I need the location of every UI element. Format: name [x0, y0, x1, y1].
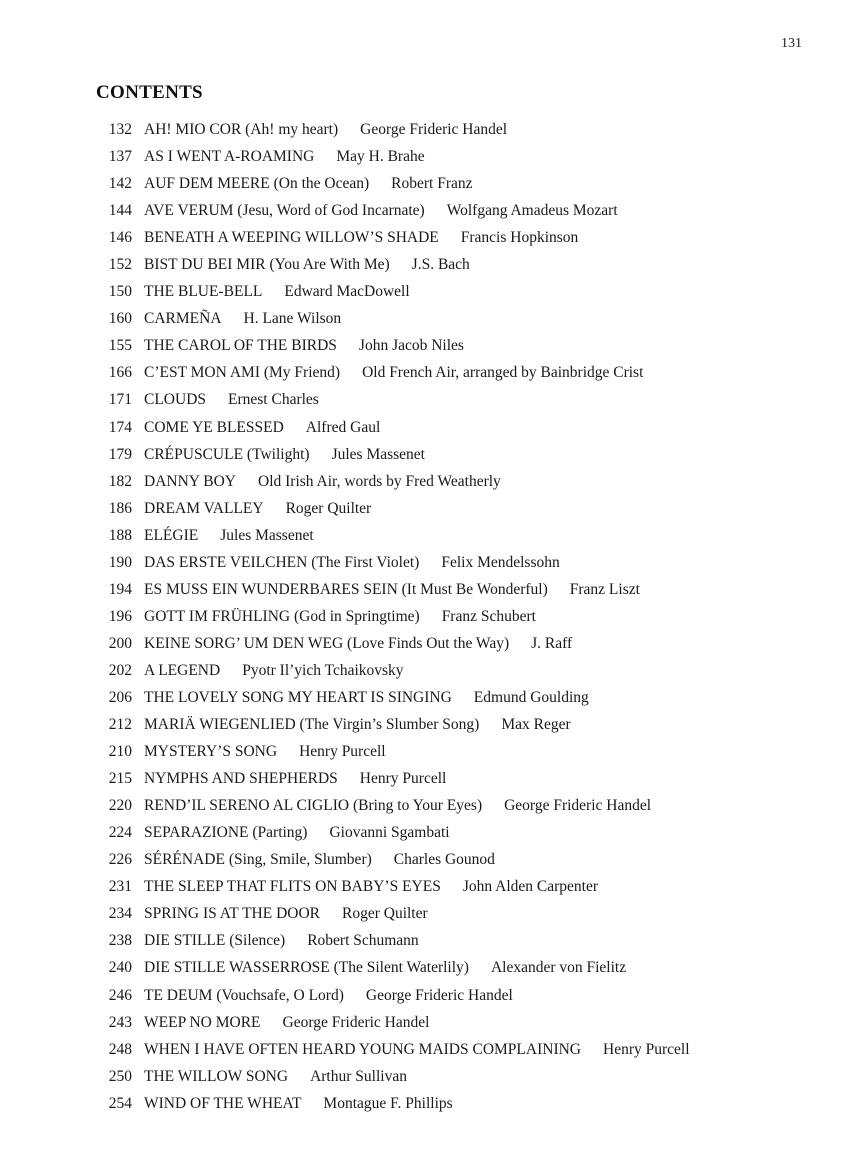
entry-title: NYMPHS AND SHEPHERDS: [144, 770, 338, 788]
entry-page-number: 202: [108, 661, 132, 679]
entry-composer: Wolfgang Amadeus Mozart: [446, 202, 618, 220]
entry-title: BENEATH A WEEPING WILLOW’S SHADE: [144, 229, 439, 247]
entry-composer: Charles Gounod: [393, 851, 495, 869]
entry-composer: Pyotr Il’yich Tchaikovsky: [242, 661, 404, 679]
entry-title: MARIÄ WIEGENLIED (The Virgin’s Slumber Song): [144, 716, 480, 734]
contents-entry: [96, 819, 836, 846]
entry-title: THE WILLOW SONG: [144, 1067, 289, 1085]
contents-entry: [96, 170, 836, 197]
entry-page-number: 196: [108, 607, 132, 625]
contents-entry: [96, 1090, 836, 1117]
entry-page-number: 250: [108, 1067, 132, 1085]
entry-title: MYSTERY’S SONG: [144, 743, 278, 761]
contents-entry: [96, 982, 836, 1009]
entry-composer: Jules Massenet: [220, 526, 314, 544]
entry-composer: Roger Quilter: [342, 905, 428, 923]
contents-entry: [96, 116, 836, 143]
entry-title: CLOUDS: [144, 391, 207, 409]
contents-entry: [96, 1009, 836, 1036]
entry-composer: Henry Purcell: [299, 743, 386, 761]
entry-page-number: 212: [108, 716, 132, 734]
entry-title: SEPARAZIONE (Parting): [144, 824, 308, 842]
entry-page-number: 210: [108, 743, 132, 761]
entry-page-number: 254: [108, 1094, 132, 1112]
entry-title: KEINE SORG’ UM DEN WEG (Love Finds Out the Way): [144, 634, 510, 652]
entry-composer: Henry Purcell: [359, 770, 447, 788]
entry-page-number: 188: [108, 526, 132, 544]
page-number: 131: [781, 36, 802, 51]
entry-page-number: 155: [108, 337, 132, 355]
entry-composer: Old French Air, arranged by Bainbridge Crist: [362, 364, 644, 382]
contents-entry: [96, 251, 836, 278]
entry-page-number: 132: [108, 121, 132, 138]
entry-composer: Jules Massenet: [331, 445, 425, 463]
entry-title: DREAM VALLEY: [144, 499, 264, 517]
contents-entry: [96, 1036, 836, 1063]
entry-composer: Ernest Charles: [228, 391, 319, 409]
contents-entry: [96, 684, 836, 711]
contents-entry: [96, 278, 836, 305]
entry-page-number: 179: [108, 445, 132, 463]
entry-page-number: 234: [108, 905, 132, 923]
contents-entry: [96, 846, 836, 873]
entry-title: SPRING IS AT THE DOOR: [144, 905, 320, 923]
contents-entry: [96, 468, 836, 495]
entry-page-number: 215: [108, 770, 132, 788]
contents-entry: [96, 359, 836, 386]
entry-title: ES MUSS EIN WUNDERBARES SEIN (It Must Be Wonderful): [144, 580, 548, 598]
contents-heading: CONTENTS: [96, 82, 203, 103]
entry-composer: Henry Purcell: [603, 1040, 690, 1058]
contents-entry: [96, 495, 836, 522]
entry-composer: Roger Quilter: [285, 499, 372, 517]
entry-page-number: 150: [108, 283, 132, 301]
contents-entry: [96, 441, 836, 468]
contents-entry: [96, 711, 836, 738]
entry-page-number: 142: [108, 175, 132, 193]
contents-entry: [96, 522, 836, 549]
entry-composer: George Frideric Handel: [504, 797, 652, 815]
entry-composer: Old Irish Air, words by Fred Weatherly: [258, 472, 501, 490]
entry-title: DAS ERSTE VEILCHEN (The First Violet): [144, 553, 420, 571]
entry-composer: Montague F. Phillips: [323, 1094, 453, 1112]
entry-page-number: 186: [108, 499, 132, 517]
entry-page-number: 248: [108, 1040, 132, 1058]
entry-page-number: 206: [108, 688, 132, 706]
entry-composer: John Jacob Niles: [358, 337, 464, 355]
entry-title: CRÉPUSCULE (Twilight): [144, 445, 310, 463]
entry-title: REND’IL SERENO AL CIGLIO (Bring to Your Eyes): [144, 797, 483, 815]
contents-entry: [96, 332, 836, 359]
contents-entry: [96, 414, 836, 441]
entry-page-number: 190: [108, 553, 132, 571]
entry-page-number: 200: [108, 634, 132, 652]
entry-page-number: 137: [108, 148, 132, 166]
entry-title: WIND OF THE WHEAT: [144, 1094, 302, 1112]
entry-title: THE CAROL OF THE BIRDS: [144, 337, 337, 355]
entry-title: THE SLEEP THAT FLITS ON BABY’S EYES: [144, 878, 441, 896]
contents-entry: [96, 386, 836, 413]
entry-composer: Arthur Sullivan: [310, 1067, 407, 1085]
contents-entry: [96, 792, 836, 819]
contents-entry: [96, 873, 836, 900]
contents-entry: [96, 143, 836, 170]
contents-entry: [96, 224, 836, 251]
entry-title: A LEGEND: [144, 661, 221, 679]
entry-page-number: 224: [108, 824, 132, 842]
entry-page-number: 144: [108, 202, 132, 220]
contents-entry: [96, 576, 836, 603]
entry-composer: Franz Schubert: [441, 607, 536, 625]
entry-composer: Robert Franz: [391, 175, 473, 193]
contents-entry: [96, 738, 836, 765]
entry-title: AUF DEM MEERE (On the Ocean): [144, 175, 370, 193]
entry-composer: May H. Brahe: [336, 148, 425, 166]
entry-page-number: 174: [108, 418, 132, 436]
entry-title: C’EST MON AMI (My Friend): [144, 364, 341, 382]
contents-entry: [96, 900, 836, 927]
entry-title: COME YE BLESSED: [144, 418, 284, 436]
entry-page-number: 146: [108, 229, 132, 247]
entry-composer: John Alden Carpenter: [462, 878, 598, 896]
contents-list: [96, 116, 836, 1117]
entry-title: CARMEÑA: [144, 310, 222, 328]
entry-composer: Felix Mendelssohn: [441, 553, 560, 571]
contents-entry: [96, 603, 836, 630]
entry-composer: J. Raff: [531, 634, 573, 652]
contents-entry: [96, 197, 836, 224]
entry-composer: Alexander von Fielitz: [490, 959, 627, 977]
entry-page-number: 171: [108, 391, 132, 409]
entry-title: THE BLUE-BELL: [144, 283, 263, 301]
entry-page-number: 194: [108, 580, 132, 598]
contents-entry: [96, 657, 836, 684]
entry-page-number: 152: [108, 256, 132, 274]
entry-title: AH! MIO COR (Ah! my heart): [144, 121, 339, 138]
entry-page-number: 166: [108, 364, 132, 382]
entry-title: DANNY BOY: [144, 472, 236, 490]
entry-title: WHEN I HAVE OFTEN HEARD YOUNG MAIDS COMPLAINING: [144, 1040, 581, 1058]
entry-composer: Franz Liszt: [569, 580, 640, 598]
entry-page-number: 220: [108, 797, 132, 815]
entry-page-number: 226: [108, 851, 132, 869]
entry-title: THE LOVELY SONG MY HEART IS SINGING: [144, 688, 452, 706]
entry-title: DIE STILLE (Silence): [144, 932, 286, 950]
entry-composer: Max Reger: [501, 716, 571, 734]
contents-entry: [96, 305, 836, 332]
entry-composer: J.S. Bach: [411, 256, 470, 274]
entry-title: WEEP NO MORE: [144, 1013, 261, 1031]
entry-composer: Francis Hopkinson: [460, 229, 579, 247]
entry-title: ELÉGIE: [144, 526, 199, 544]
contents-entry: [96, 630, 836, 657]
entry-composer: George Frideric Handel: [360, 121, 508, 138]
entry-composer: George Frideric Handel: [365, 986, 513, 1004]
entry-page-number: 231: [108, 878, 132, 896]
contents-entry: [96, 1063, 836, 1090]
contents-entry: [96, 765, 836, 792]
entry-title: TE DEUM (Vouchsafe, O Lord): [144, 986, 344, 1004]
entry-title: AVE VERUM (Jesu, Word of God Incarnate): [144, 202, 425, 220]
entry-page-number: 238: [108, 932, 132, 950]
entry-composer: H. Lane Wilson: [243, 310, 342, 328]
entry-page-number: 246: [108, 986, 132, 1004]
entry-composer: Edmund Goulding: [473, 688, 589, 706]
entry-title: GOTT IM FRÜHLING (God in Springtime): [144, 607, 420, 625]
entry-composer: Robert Schumann: [307, 932, 419, 950]
entry-page-number: 182: [108, 472, 132, 490]
contents-entry: [96, 954, 836, 981]
entry-composer: Edward MacDowell: [284, 283, 410, 301]
entry-composer: Giovanni Sgambati: [329, 824, 450, 842]
entry-composer: George Frideric Handel: [282, 1013, 430, 1031]
entry-page-number: 160: [108, 310, 132, 328]
entry-title: AS I WENT A-ROAMING: [144, 148, 315, 166]
entry-title: DIE STILLE WASSERROSE (The Silent Waterlily): [144, 959, 469, 977]
entry-page-number: 240: [108, 959, 132, 977]
contents-entry: [96, 927, 836, 954]
entry-composer: Alfred Gaul: [305, 418, 381, 436]
entry-title: BIST DU BEI MIR (You Are With Me): [144, 256, 390, 274]
entry-title: SÉRÉNADE (Sing, Smile, Slumber): [144, 851, 372, 869]
entry-page-number: 243: [108, 1013, 132, 1031]
contents-entry: [96, 549, 836, 576]
